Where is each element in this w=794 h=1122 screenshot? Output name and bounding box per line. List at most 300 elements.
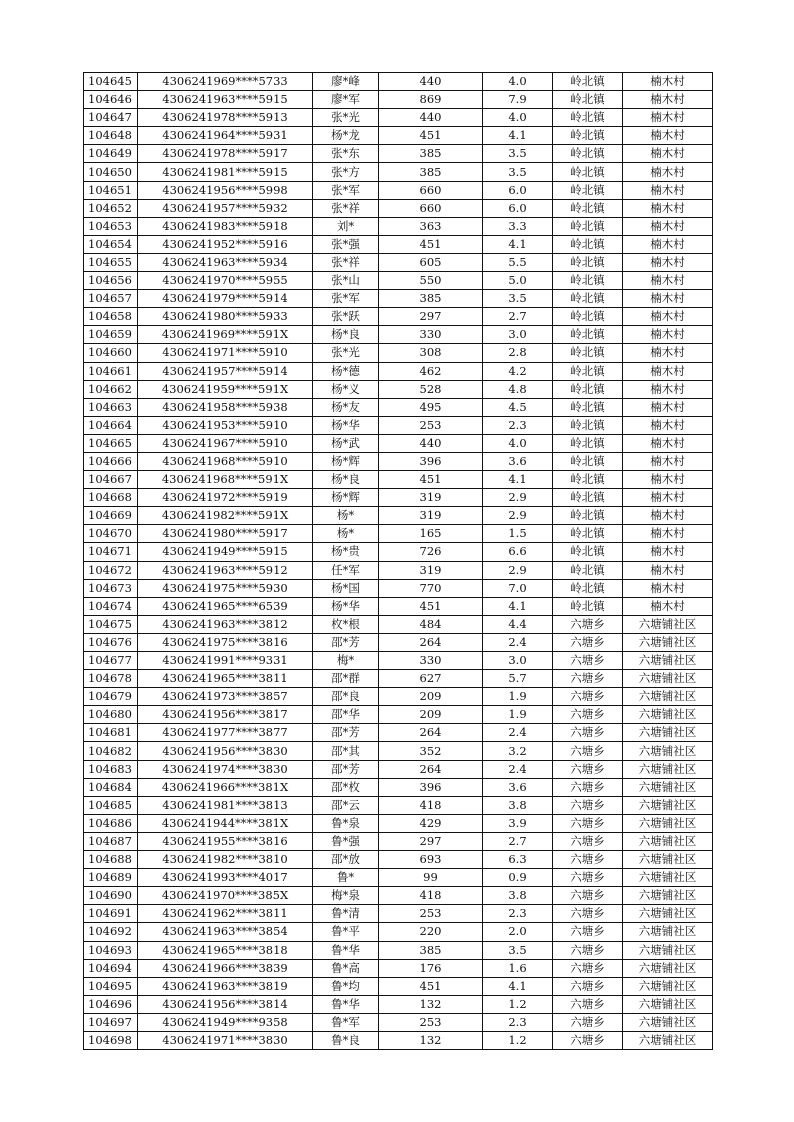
table-row xyxy=(84,344,713,362)
id-number-cell: 4306241952****5916 xyxy=(138,235,313,253)
table-row xyxy=(84,652,713,670)
value-cell: 2.7 xyxy=(483,308,553,326)
id-number-cell: 4306241980****5917 xyxy=(138,525,313,543)
amount-cell: 440 xyxy=(379,109,483,127)
village-cell: 楠木村 xyxy=(623,597,713,615)
town-cell: 岭北镇 xyxy=(553,471,623,489)
row-number-cell: 104697 xyxy=(84,1013,138,1031)
id-number-cell: 4306241968****5910 xyxy=(138,452,313,470)
table-row xyxy=(84,272,713,290)
name-cell: 鲁* xyxy=(313,869,379,887)
name-cell: 杨*义 xyxy=(313,380,379,398)
amount-cell: 385 xyxy=(379,145,483,163)
value-cell: 3.5 xyxy=(483,941,553,959)
town-cell: 六塘乡 xyxy=(553,959,623,977)
amount-cell: 418 xyxy=(379,887,483,905)
table-row xyxy=(84,235,713,253)
row-number-cell: 104691 xyxy=(84,905,138,923)
village-cell: 楠木村 xyxy=(623,308,713,326)
name-cell: 枚*根 xyxy=(313,615,379,633)
id-number-cell: 4306241965****3818 xyxy=(138,941,313,959)
row-number-cell: 104692 xyxy=(84,923,138,941)
table-row xyxy=(84,670,713,688)
value-cell: 2.9 xyxy=(483,489,553,507)
village-cell: 楠木村 xyxy=(623,416,713,434)
village-cell: 楠木村 xyxy=(623,326,713,344)
amount-cell: 132 xyxy=(379,1031,483,1049)
id-number-cell: 4306241956****5998 xyxy=(138,181,313,199)
table-row xyxy=(84,199,713,217)
name-cell: 鲁*华 xyxy=(313,941,379,959)
name-cell: 杨*武 xyxy=(313,434,379,452)
name-cell: 邵*芳 xyxy=(313,633,379,651)
table-row xyxy=(84,416,713,434)
value-cell: 4.5 xyxy=(483,398,553,416)
name-cell: 鲁*平 xyxy=(313,923,379,941)
id-number-cell: 4306241958****5938 xyxy=(138,398,313,416)
id-number-cell: 4306241993****4017 xyxy=(138,869,313,887)
row-number-cell: 104680 xyxy=(84,706,138,724)
village-cell: 楠木村 xyxy=(623,272,713,290)
village-cell: 楠木村 xyxy=(623,362,713,380)
row-number-cell: 104668 xyxy=(84,489,138,507)
id-number-cell: 4306241963****3854 xyxy=(138,923,313,941)
table-row xyxy=(84,706,713,724)
amount-cell: 451 xyxy=(379,597,483,615)
table-row xyxy=(84,362,713,380)
id-number-cell: 4306241972****5919 xyxy=(138,489,313,507)
row-number-cell: 104688 xyxy=(84,851,138,869)
village-cell: 六塘铺社区 xyxy=(623,923,713,941)
id-number-cell: 4306241978****5917 xyxy=(138,145,313,163)
town-cell: 岭北镇 xyxy=(553,434,623,452)
village-cell: 楠木村 xyxy=(623,181,713,199)
amount-cell: 209 xyxy=(379,688,483,706)
town-cell: 六塘乡 xyxy=(553,851,623,869)
amount-cell: 660 xyxy=(379,199,483,217)
row-number-cell: 104659 xyxy=(84,326,138,344)
village-cell: 六塘铺社区 xyxy=(623,796,713,814)
town-cell: 六塘乡 xyxy=(553,1031,623,1049)
village-cell: 六塘铺社区 xyxy=(623,887,713,905)
amount-cell: 253 xyxy=(379,905,483,923)
value-cell: 2.0 xyxy=(483,923,553,941)
town-cell: 岭北镇 xyxy=(553,398,623,416)
table-row xyxy=(84,579,713,597)
id-number-cell: 4306241944****381X xyxy=(138,814,313,832)
town-cell: 岭北镇 xyxy=(553,489,623,507)
table-row xyxy=(84,253,713,271)
amount-cell: 385 xyxy=(379,290,483,308)
value-cell: 4.4 xyxy=(483,615,553,633)
amount-cell: 869 xyxy=(379,91,483,109)
town-cell: 岭北镇 xyxy=(553,579,623,597)
id-number-cell: 4306241975****3816 xyxy=(138,633,313,651)
value-cell: 4.0 xyxy=(483,434,553,452)
value-cell: 3.6 xyxy=(483,778,553,796)
id-number-cell: 4306241969****591X xyxy=(138,326,313,344)
table-row xyxy=(84,633,713,651)
value-cell: 3.5 xyxy=(483,145,553,163)
amount-cell: 693 xyxy=(379,851,483,869)
id-number-cell: 4306241982****591X xyxy=(138,507,313,525)
name-cell: 鲁*泉 xyxy=(313,814,379,832)
town-cell: 岭北镇 xyxy=(553,525,623,543)
row-number-cell: 104653 xyxy=(84,217,138,235)
village-cell: 楠木村 xyxy=(623,434,713,452)
town-cell: 岭北镇 xyxy=(553,452,623,470)
id-number-cell: 4306241980****5933 xyxy=(138,308,313,326)
row-number-cell: 104660 xyxy=(84,344,138,362)
table-row xyxy=(84,489,713,507)
village-cell: 楠木村 xyxy=(623,91,713,109)
village-cell: 楠木村 xyxy=(623,290,713,308)
amount-cell: 253 xyxy=(379,416,483,434)
row-number-cell: 104675 xyxy=(84,615,138,633)
name-cell: 杨*国 xyxy=(313,579,379,597)
amount-cell: 363 xyxy=(379,217,483,235)
id-number-cell: 4306241966****381X xyxy=(138,778,313,796)
row-number-cell: 104676 xyxy=(84,633,138,651)
name-cell: 杨*华 xyxy=(313,416,379,434)
name-cell: 杨*龙 xyxy=(313,127,379,145)
name-cell: 张*军 xyxy=(313,181,379,199)
name-cell: 鲁*良 xyxy=(313,1031,379,1049)
id-number-cell: 4306241962****3811 xyxy=(138,905,313,923)
village-cell: 六塘铺社区 xyxy=(623,1031,713,1049)
id-number-cell: 4306241963****5915 xyxy=(138,91,313,109)
table-row xyxy=(84,851,713,869)
id-number-cell: 4306241974****3830 xyxy=(138,760,313,778)
village-cell: 楠木村 xyxy=(623,235,713,253)
value-cell: 6.0 xyxy=(483,199,553,217)
value-cell: 3.8 xyxy=(483,887,553,905)
id-number-cell: 4306241979****5914 xyxy=(138,290,313,308)
value-cell: 7.9 xyxy=(483,91,553,109)
town-cell: 岭北镇 xyxy=(553,362,623,380)
village-cell: 六塘铺社区 xyxy=(623,706,713,724)
value-cell: 2.7 xyxy=(483,832,553,850)
table-row xyxy=(84,724,713,742)
name-cell: 杨*贵 xyxy=(313,543,379,561)
name-cell: 张*祥 xyxy=(313,253,379,271)
town-cell: 六塘乡 xyxy=(553,869,623,887)
name-cell: 任*军 xyxy=(313,561,379,579)
village-cell: 六塘铺社区 xyxy=(623,941,713,959)
village-cell: 六塘铺社区 xyxy=(623,814,713,832)
id-number-cell: 4306241983****5918 xyxy=(138,217,313,235)
value-cell: 6.0 xyxy=(483,181,553,199)
value-cell: 2.4 xyxy=(483,724,553,742)
id-number-cell: 4306241963****3812 xyxy=(138,615,313,633)
id-number-cell: 4306241949****5915 xyxy=(138,543,313,561)
amount-cell: 264 xyxy=(379,760,483,778)
amount-cell: 495 xyxy=(379,398,483,416)
id-number-cell: 4306241969****5733 xyxy=(138,73,313,91)
village-cell: 六塘铺社区 xyxy=(623,1013,713,1031)
amount-cell: 165 xyxy=(379,525,483,543)
town-cell: 岭北镇 xyxy=(553,326,623,344)
value-cell: 3.8 xyxy=(483,796,553,814)
table-row xyxy=(84,163,713,181)
row-number-cell: 104684 xyxy=(84,778,138,796)
table-row xyxy=(84,543,713,561)
name-cell: 张*光 xyxy=(313,344,379,362)
table-row xyxy=(84,742,713,760)
village-cell: 六塘铺社区 xyxy=(623,652,713,670)
row-number-cell: 104663 xyxy=(84,398,138,416)
town-cell: 六塘乡 xyxy=(553,760,623,778)
value-cell: 3.9 xyxy=(483,814,553,832)
town-cell: 六塘乡 xyxy=(553,796,623,814)
village-cell: 楠木村 xyxy=(623,507,713,525)
table-row xyxy=(84,109,713,127)
name-cell: 杨*辉 xyxy=(313,489,379,507)
table-row xyxy=(84,507,713,525)
village-cell: 六塘铺社区 xyxy=(623,615,713,633)
name-cell: 杨*良 xyxy=(313,471,379,489)
name-cell: 杨* xyxy=(313,525,379,543)
row-number-cell: 104672 xyxy=(84,561,138,579)
id-number-cell: 4306241955****3816 xyxy=(138,832,313,850)
amount-cell: 440 xyxy=(379,73,483,91)
value-cell: 6.6 xyxy=(483,543,553,561)
amount-cell: 264 xyxy=(379,633,483,651)
name-cell: 梅*泉 xyxy=(313,887,379,905)
village-cell: 楠木村 xyxy=(623,344,713,362)
amount-cell: 451 xyxy=(379,471,483,489)
name-cell: 鲁*华 xyxy=(313,995,379,1013)
village-cell: 楠木村 xyxy=(623,452,713,470)
village-cell: 六塘铺社区 xyxy=(623,633,713,651)
row-number-cell: 104652 xyxy=(84,199,138,217)
name-cell: 邵*芳 xyxy=(313,760,379,778)
town-cell: 六塘乡 xyxy=(553,941,623,959)
row-number-cell: 104649 xyxy=(84,145,138,163)
town-cell: 六塘乡 xyxy=(553,742,623,760)
value-cell: 5.7 xyxy=(483,670,553,688)
table-row xyxy=(84,525,713,543)
amount-cell: 264 xyxy=(379,724,483,742)
name-cell: 邵*云 xyxy=(313,796,379,814)
value-cell: 1.9 xyxy=(483,706,553,724)
row-number-cell: 104696 xyxy=(84,995,138,1013)
row-number-cell: 104656 xyxy=(84,272,138,290)
name-cell: 张*光 xyxy=(313,109,379,127)
village-cell: 六塘铺社区 xyxy=(623,688,713,706)
amount-cell: 396 xyxy=(379,778,483,796)
amount-cell: 396 xyxy=(379,452,483,470)
table-row xyxy=(84,127,713,145)
row-number-cell: 104662 xyxy=(84,380,138,398)
town-cell: 岭北镇 xyxy=(553,416,623,434)
value-cell: 2.9 xyxy=(483,507,553,525)
row-number-cell: 104694 xyxy=(84,959,138,977)
value-cell: 4.1 xyxy=(483,977,553,995)
village-cell: 楠木村 xyxy=(623,471,713,489)
town-cell: 岭北镇 xyxy=(553,308,623,326)
amount-cell: 330 xyxy=(379,326,483,344)
amount-cell: 462 xyxy=(379,362,483,380)
name-cell: 杨*友 xyxy=(313,398,379,416)
row-number-cell: 104651 xyxy=(84,181,138,199)
town-cell: 六塘乡 xyxy=(553,652,623,670)
value-cell: 3.3 xyxy=(483,217,553,235)
value-cell: 3.5 xyxy=(483,163,553,181)
row-number-cell: 104650 xyxy=(84,163,138,181)
table-row xyxy=(84,308,713,326)
row-number-cell: 104681 xyxy=(84,724,138,742)
town-cell: 六塘乡 xyxy=(553,887,623,905)
row-number-cell: 104670 xyxy=(84,525,138,543)
table-row xyxy=(84,995,713,1013)
value-cell: 4.1 xyxy=(483,127,553,145)
town-cell: 岭北镇 xyxy=(553,235,623,253)
town-cell: 六塘乡 xyxy=(553,670,623,688)
town-cell: 岭北镇 xyxy=(553,199,623,217)
name-cell: 邵*放 xyxy=(313,851,379,869)
value-cell: 1.5 xyxy=(483,525,553,543)
table-row xyxy=(84,91,713,109)
town-cell: 岭北镇 xyxy=(553,507,623,525)
id-number-cell: 4306241968****591X xyxy=(138,471,313,489)
table-row xyxy=(84,760,713,778)
id-number-cell: 4306241967****5910 xyxy=(138,434,313,452)
name-cell: 张*强 xyxy=(313,235,379,253)
name-cell: 杨*良 xyxy=(313,326,379,344)
value-cell: 2.4 xyxy=(483,760,553,778)
table-row xyxy=(84,688,713,706)
village-cell: 楠木村 xyxy=(623,145,713,163)
village-cell: 六塘铺社区 xyxy=(623,959,713,977)
row-number-cell: 104685 xyxy=(84,796,138,814)
town-cell: 岭北镇 xyxy=(553,290,623,308)
row-number-cell: 104658 xyxy=(84,308,138,326)
village-cell: 六塘铺社区 xyxy=(623,670,713,688)
town-cell: 岭北镇 xyxy=(553,181,623,199)
amount-cell: 308 xyxy=(379,344,483,362)
name-cell: 张*祥 xyxy=(313,199,379,217)
town-cell: 岭北镇 xyxy=(553,127,623,145)
id-number-cell: 4306241949****9358 xyxy=(138,1013,313,1031)
name-cell: 邵*华 xyxy=(313,706,379,724)
amount-cell: 352 xyxy=(379,742,483,760)
row-number-cell: 104678 xyxy=(84,670,138,688)
name-cell: 邵*良 xyxy=(313,688,379,706)
name-cell: 杨*德 xyxy=(313,362,379,380)
row-number-cell: 104690 xyxy=(84,887,138,905)
value-cell: 4.0 xyxy=(483,109,553,127)
value-cell: 3.2 xyxy=(483,742,553,760)
name-cell: 邵*枚 xyxy=(313,778,379,796)
value-cell: 2.4 xyxy=(483,633,553,651)
town-cell: 岭北镇 xyxy=(553,272,623,290)
row-number-cell: 104673 xyxy=(84,579,138,597)
village-cell: 楠木村 xyxy=(623,109,713,127)
id-number-cell: 4306241964****5931 xyxy=(138,127,313,145)
town-cell: 岭北镇 xyxy=(553,91,623,109)
village-cell: 六塘铺社区 xyxy=(623,760,713,778)
village-cell: 楠木村 xyxy=(623,127,713,145)
row-number-cell: 104669 xyxy=(84,507,138,525)
id-number-cell: 4306241963****5934 xyxy=(138,253,313,271)
name-cell: 杨*华 xyxy=(313,597,379,615)
table-row xyxy=(84,434,713,452)
value-cell: 3.0 xyxy=(483,652,553,670)
row-number-cell: 104657 xyxy=(84,290,138,308)
name-cell: 杨* xyxy=(313,507,379,525)
amount-cell: 726 xyxy=(379,543,483,561)
value-cell: 2.8 xyxy=(483,344,553,362)
amount-cell: 176 xyxy=(379,959,483,977)
row-number-cell: 104687 xyxy=(84,832,138,850)
row-number-cell: 104698 xyxy=(84,1031,138,1049)
value-cell: 1.9 xyxy=(483,688,553,706)
table-row xyxy=(84,887,713,905)
table-row xyxy=(84,869,713,887)
town-cell: 六塘乡 xyxy=(553,633,623,651)
village-cell: 六塘铺社区 xyxy=(623,851,713,869)
table-row xyxy=(84,398,713,416)
table-row xyxy=(84,959,713,977)
id-number-cell: 4306241963****5912 xyxy=(138,561,313,579)
name-cell: 张*山 xyxy=(313,272,379,290)
table-row xyxy=(84,923,713,941)
id-number-cell: 4306241973****3857 xyxy=(138,688,313,706)
id-number-cell: 4306241956****3830 xyxy=(138,742,313,760)
town-cell: 岭北镇 xyxy=(553,561,623,579)
table-body xyxy=(84,73,713,1050)
value-cell: 4.2 xyxy=(483,362,553,380)
town-cell: 六塘乡 xyxy=(553,706,623,724)
amount-cell: 253 xyxy=(379,1013,483,1031)
name-cell: 张*东 xyxy=(313,145,379,163)
town-cell: 岭北镇 xyxy=(553,145,623,163)
value-cell: 3.0 xyxy=(483,326,553,344)
row-number-cell: 104683 xyxy=(84,760,138,778)
value-cell: 0.9 xyxy=(483,869,553,887)
amount-cell: 385 xyxy=(379,941,483,959)
id-number-cell: 4306241959****591X xyxy=(138,380,313,398)
amount-cell: 220 xyxy=(379,923,483,941)
amount-cell: 484 xyxy=(379,615,483,633)
value-cell: 2.3 xyxy=(483,416,553,434)
name-cell: 鲁*军 xyxy=(313,1013,379,1031)
row-number-cell: 104664 xyxy=(84,416,138,434)
id-number-cell: 4306241981****3813 xyxy=(138,796,313,814)
id-number-cell: 4306241963****3819 xyxy=(138,977,313,995)
village-cell: 楠木村 xyxy=(623,199,713,217)
amount-cell: 319 xyxy=(379,489,483,507)
amount-cell: 550 xyxy=(379,272,483,290)
town-cell: 六塘乡 xyxy=(553,977,623,995)
amount-cell: 660 xyxy=(379,181,483,199)
id-number-cell: 4306241982****3810 xyxy=(138,851,313,869)
amount-cell: 209 xyxy=(379,706,483,724)
name-cell: 邵*群 xyxy=(313,670,379,688)
value-cell: 4.1 xyxy=(483,235,553,253)
id-number-cell: 4306241977****3877 xyxy=(138,724,313,742)
row-number-cell: 104648 xyxy=(84,127,138,145)
village-cell: 六塘铺社区 xyxy=(623,742,713,760)
table-row xyxy=(84,326,713,344)
row-number-cell: 104677 xyxy=(84,652,138,670)
value-cell: 4.8 xyxy=(483,380,553,398)
amount-cell: 319 xyxy=(379,561,483,579)
id-number-cell: 4306241971****3830 xyxy=(138,1031,313,1049)
amount-cell: 451 xyxy=(379,235,483,253)
value-cell: 2.3 xyxy=(483,905,553,923)
